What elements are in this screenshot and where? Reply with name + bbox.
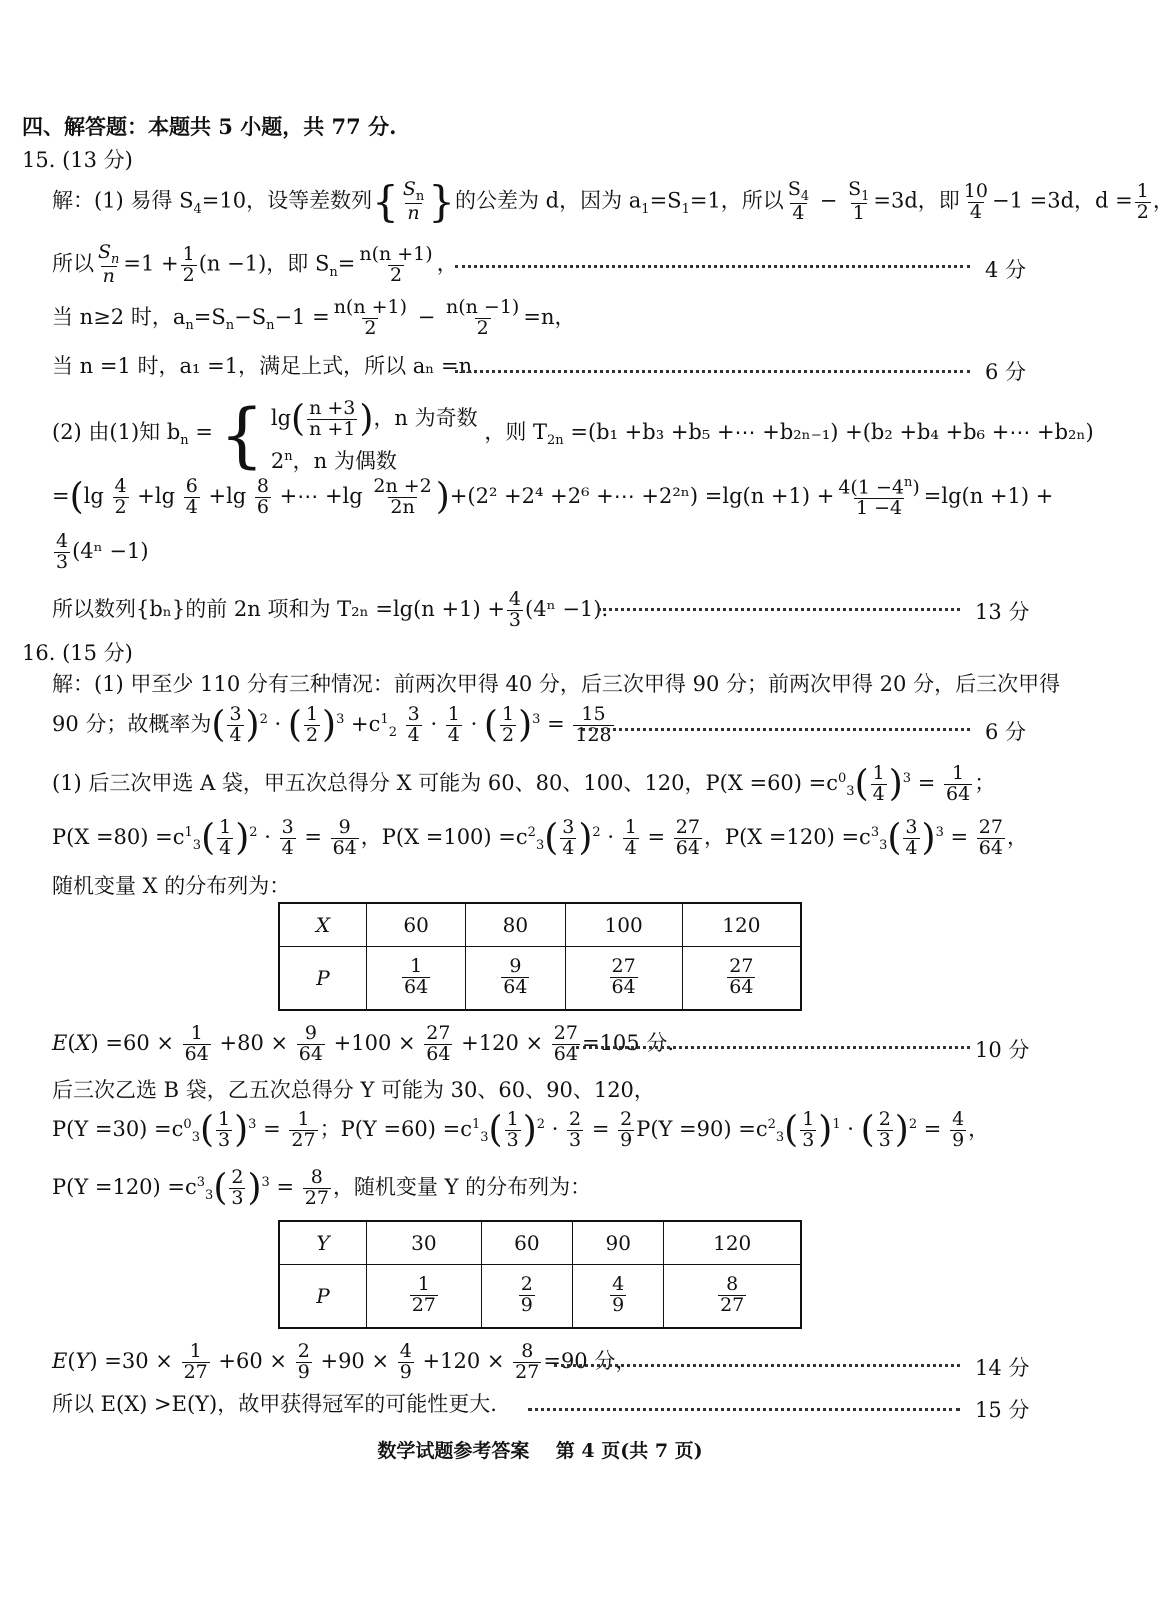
table-cell: 100 bbox=[565, 903, 682, 946]
p15-line-5: (2) 由(1)知 $b_n$ = { lg( $\frac{n +3}{n +1}$ )，n 为奇数 2$^n$，n 为偶数 ，则 $T_{2n} =(b_1 +b_3 +b_5$ +⋯ +b₂ₙ₋₁) +(b₂ +b₄ +b₆ +⋯ +b₂ₙ) bbox=[52, 393, 1094, 476]
score-mark: 4 分 bbox=[985, 258, 1027, 282]
table-cell: 80 bbox=[466, 903, 565, 946]
score-mark: 6 分 bbox=[985, 720, 1027, 744]
p15-line-1: 解：(1) 易得 $S_4=10$，设等差数列{ $\frac{S_n}{n}$ }的公差为 d，因为 $a_1=S_1=1$，所以 $\frac{S_4}{4}$ − $\frac{S_1}{1}$ =3d，即 $\frac{10}{4}$ −1 =3d，d = $\frac{1}{2}$ ， bbox=[52, 177, 1174, 227]
table-cell: $\frac{27}{64}$ bbox=[682, 946, 801, 1010]
leader-dots bbox=[528, 1408, 960, 1411]
distribution-table-x bbox=[278, 902, 802, 1011]
score-mark: 6 分 bbox=[985, 360, 1027, 384]
problem-16-header: 16. (15 分) bbox=[22, 641, 133, 665]
p15-line-2: 所以 $\frac{S_n}{n}$ =1 + $\frac{1}{2}$ (n −1)，即 $S_n=$ $\frac{n(n +1)}{2}$ ， bbox=[52, 241, 458, 288]
leader-dots bbox=[455, 265, 970, 268]
score-mark: 10 分 bbox=[975, 1038, 1030, 1062]
table-header-cell: Y bbox=[279, 1221, 367, 1264]
table-cell: $\frac{1}{64}$ bbox=[367, 946, 466, 1010]
p16-line-6: 后三次乙选 B 袋，乙五次总得分 Y 可能为 30、60、90、120， bbox=[52, 1078, 655, 1102]
p16-line-3: (1) 后三次甲选 A 袋，甲五次总得分 X 可能为 60、80、100、120，$P(X =60) =c^0_3$( $\frac{1}{4}$ )$^3$ = $\frac{1}{64}$ ； bbox=[52, 762, 996, 805]
p16-line-8: $P(Y =120) =c^3_3$( $\frac{2}{3}$ )$^3$ = $\frac{8}{27}$ ，随机变量 Y 的分布列为： bbox=[52, 1166, 592, 1209]
p15-line-4: 当 n =1 时，a₁ =1，满足上式，所以 aₙ =n. bbox=[52, 354, 479, 378]
p16-conclusion: 所以 E(X) >E(Y)，故甲获得冠军的可能性更大. bbox=[52, 1392, 497, 1416]
p16-line-7: $P(Y =30) =c^0_3$( $\frac{1}{3}$ )$^3$ = $\frac{1}{27}$ ；$P(Y =60) =c^1_3$( $\frac{1}{3}$ )$^2$ · $\frac{2}{3}$ = $\frac{2}{9}$ $P(Y =90) =c^2_3$( $\frac{1}{3}$ )$^1$ · ( $\frac{2}{3}$ )$^2$ = $\frac{4}{9}$ ， bbox=[52, 1108, 990, 1151]
table-cell: 120 bbox=[682, 903, 801, 946]
p15-line-8: 所以数列{bₙ}的前 2n 项和为 T₂ₙ =lg(n +1) + $\frac{4}{3}$ (4ⁿ −1). bbox=[52, 588, 609, 631]
score-mark: 14 分 bbox=[975, 1356, 1030, 1380]
leader-dots bbox=[455, 370, 970, 373]
p16-line-2: 90 分；故概率为( $\frac{3}{4}$ )$^2$ · ( $\frac{1}{2}$ )$^3 +c^1_2$ $\frac{3}{4}$ · $\frac{1}{4}$ · ( $\frac{1}{2}$ )$^3$ = $\frac{15}{128}$ bbox=[52, 703, 612, 746]
leader-dots bbox=[576, 1046, 970, 1049]
table-cell: 60 bbox=[367, 903, 466, 946]
p16-expectation-y: E(Y) =30 × $\frac{1}{27}$ +60 × $\frac{2}{9}$ +90 × $\frac{4}{9}$ +120 × $\frac{8}{27}$ =90 分， bbox=[52, 1340, 637, 1383]
page-footer: 数学试题参考答案 第 4 页(共 7 页) bbox=[377, 1440, 703, 1462]
leader-dots bbox=[598, 608, 960, 611]
p16-line-4: $P(X =80) =c^1_3$( $\frac{1}{4}$ )$^2$ · $\frac{3}{4}$ = $\frac{9}{64}$ ，$P(X =100) =c^2_3$( $\frac{3}{4}$ )$^2$ · $\frac{1}{4}$ = $\frac{27}{64}$ ，$P(X =120) =c^3_3$( $\frac{3}{4}$ )$^3$ = $\frac{27}{64}$ ， bbox=[52, 816, 1028, 859]
leader-dots bbox=[554, 1364, 960, 1367]
table-cell: $\frac{4}{9}$ bbox=[573, 1264, 664, 1328]
leader-dots bbox=[582, 728, 970, 731]
p16-line-1: 解：(1) 甲至少 110 分有三种情况：前两次甲得 40 分，后三次甲得 90 分；前两次甲得 20 分，后三次甲得 bbox=[52, 672, 1061, 696]
table-cell: $\frac{8}{27}$ bbox=[664, 1264, 801, 1328]
score-mark: 15 分 bbox=[975, 1398, 1030, 1422]
p15-line-3: 当 n≥2 时，$a_n=S_n-S_n-1$ = $\frac{n(n +1)}{2}$ − $\frac{n(n -1)}{2}$ =n， bbox=[52, 296, 576, 339]
table-header-cell: P bbox=[279, 946, 367, 1010]
table-cell: $\frac{27}{64}$ bbox=[565, 946, 682, 1010]
section-title: 四、解答题：本题共 5 小题，共 77 分. bbox=[22, 114, 397, 139]
table-header-cell: P bbox=[279, 1264, 367, 1328]
table-cell: 30 bbox=[367, 1221, 482, 1264]
p15-line-6: =(lg $\frac{4}{2}$ +lg $\frac{6}{4}$ +lg $\frac{8}{6}$ +⋯ +lg $\frac{2n +2}{2n}$ )+(2² +2⁴ +2⁶ +⋯ +2²ⁿ) =lg(n +1) + $\frac{4(1 -4^n)}{1 -4}$ =lg(n +1) + bbox=[52, 475, 1054, 520]
problem-15-header: 15. (13 分) bbox=[22, 148, 133, 172]
table-cell: $\frac{9}{64}$ bbox=[466, 946, 565, 1010]
table-header-cell: X bbox=[279, 903, 367, 946]
table-cell: 120 bbox=[664, 1221, 801, 1264]
score-mark: 13 分 bbox=[975, 600, 1030, 624]
table-cell: 60 bbox=[481, 1221, 572, 1264]
p16-expectation-x: E(X) =60 × $\frac{1}{64}$ +80 × $\frac{9}{64}$ +100 × $\frac{27}{64}$ +120 × $\frac{27}{64}$ =105 分. bbox=[52, 1022, 674, 1065]
distribution-table-y bbox=[278, 1220, 802, 1329]
p16-line-5: 随机变量 X 的分布列为： bbox=[52, 874, 291, 898]
table-cell: 90 bbox=[573, 1221, 664, 1264]
table-cell: $\frac{2}{9}$ bbox=[481, 1264, 572, 1328]
table-cell: $\frac{1}{27}$ bbox=[367, 1264, 482, 1328]
p15-line-7: $\frac{4}{3}$ (4ⁿ −1) bbox=[56, 530, 149, 573]
